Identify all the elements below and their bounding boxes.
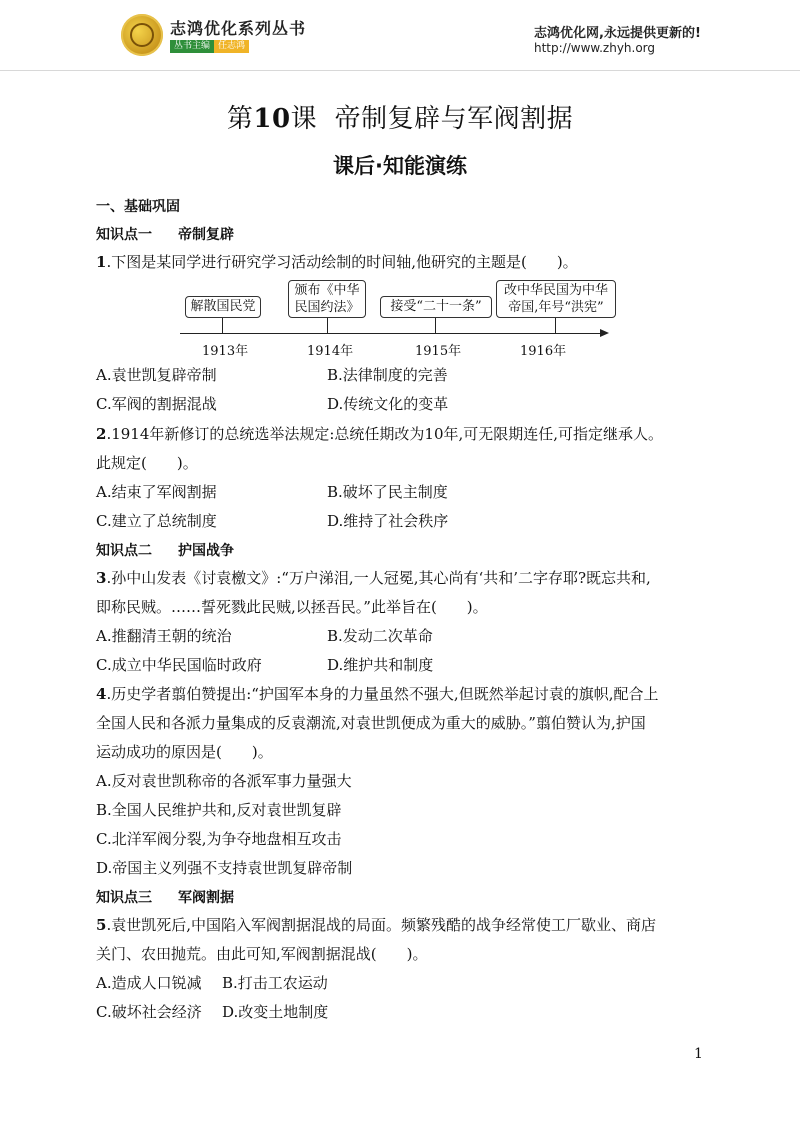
section-heading: 一、基础巩固 [96,199,180,215]
editor-badge-label: 丛书主编 [170,40,214,53]
editor-badge [170,40,249,53]
lesson-title [0,98,800,135]
question-text: .1914年新修订的总统选举法规定:总统任期改为10年,可无限期连任,可指定继承人。 [106,425,664,443]
timeline-event-box [185,296,261,318]
question-4-cont: 运动成功的原因是( )。 [96,743,273,761]
knowledge-point-2 [96,540,234,560]
timeline-event-box [288,280,366,318]
knowledge-point-label: 知识点一 [96,227,152,243]
timeline-year: 1913年 [202,344,249,359]
timeline-event-text: 接受“二十一条” [390,299,482,314]
timeline-tick [222,318,223,333]
knowledge-point-label: 知识点三 [96,890,152,906]
timeline-event-text: 解散国民党 [190,299,256,314]
knowledge-point-3 [96,887,234,907]
knowledge-point-label: 知识点二 [96,543,152,559]
option-d: D.维护共和制度 [327,656,434,674]
knowledge-point-name: 军阀割据 [178,890,234,906]
option-a: A.反对袁世凯称帝的各派军事力量强大 [96,772,352,790]
lesson-title-text: 课 帝制复辟与军阀割据 [290,104,574,134]
option-c: C.成立中华民国临时政府 [96,656,262,674]
page-number: 1 [694,1046,703,1062]
timeline-event-box [380,296,492,318]
site-slogan: 志鸿优化网,永远提供更新的! [534,26,701,41]
question-3-cont: 即称民贼。……誓死戮此民贼,以拯吾民。”此举旨在( )。 [96,598,488,616]
question-number: 1 [96,253,107,271]
question-5 [96,914,656,935]
timeline-tick [435,318,436,333]
timeline-year: 1916年 [520,344,567,359]
option-d: D.帝国主义列强不支持袁世凯复辟帝制 [96,859,353,877]
question-4 [96,683,658,704]
timeline-event-text: 改中华民国为中华 [503,283,608,298]
question-5-cont: 关门、农田抛荒。由此可知,军阀割据混战( )。 [96,945,428,963]
option-b: B.法律制度的完善 [327,366,448,384]
timeline-arrow-icon [600,329,609,337]
question-1 [96,251,578,272]
editor-badge-name: 任志鸿 [214,40,249,53]
brand-title: 志鸿优化系列丛书 [170,19,307,38]
option-a: A.结束了军阀割据 [96,483,217,501]
timeline-event-text: 帝国,年号“洪宪” [508,300,604,315]
option-c: C.军阀的割据混战 [96,395,217,413]
option-c: C.破坏社会经济 [96,1003,202,1021]
lesson-title-prefix: 第 [226,104,254,134]
knowledge-point-1 [96,224,234,244]
question-text: .历史学者翦伯赞提出:“护国军本身的力量虽然不强大,但既然举起讨袁的旗帜,配合上 [106,685,659,703]
question-text: .孙中山发表《讨袁檄文》:“万户涕泪,一人冠冕,其心尚有‘共和’二字存耶?既忘共和, [106,569,651,587]
lesson-number: 10 [253,104,291,134]
timeline-event-box [496,280,616,318]
option-a: A.袁世凯复辟帝制 [96,366,217,384]
page-header [0,0,800,72]
timeline-axis [180,333,602,334]
option-b: B.发动二次革命 [327,627,433,645]
question-number: 3 [96,569,107,587]
knowledge-point-name: 护国战争 [178,543,234,559]
question-text: .下图是某同学进行研究学习活动绘制的时间轴,他研究的主题是( )。 [106,253,578,271]
header-divider [0,70,800,71]
option-d: D.维持了社会秩序 [327,512,449,530]
question-number: 4 [96,685,107,703]
question-2-cont: 此规定( )。 [96,454,198,472]
timeline-event-text: 颁布《中华 [294,283,360,298]
timeline-year: 1914年 [307,344,354,359]
section-subtitle: 课后·知能演练 [333,154,467,178]
timeline-year: 1915年 [415,344,462,359]
knowledge-point-name: 帝制复辟 [178,227,234,243]
timeline-event-text: 民国约法》 [294,300,360,315]
question-2 [96,423,663,444]
question-number: 2 [96,425,107,443]
option-b: B.全国人民维护共和,反对袁世凯复辟 [96,801,342,819]
timeline-tick [555,318,556,333]
option-c: C.建立了总统制度 [96,512,217,530]
site-url-link[interactable]: http://www.zhyh.org [534,41,656,55]
option-c: C.北洋军阀分裂,为争夺地盘相互攻击 [96,830,342,848]
question-text: .袁世凯死后,中国陷入军阀割据混战的局面。频繁残酷的战争经常使工厂歇业、商店 [106,916,656,934]
option-a: A.推翻清王朝的统治 [96,627,232,645]
timeline-figure [180,278,620,358]
option-b: B.打击工农运动 [222,974,328,992]
question-4-cont: 全国人民和各派力量集成的反袁潮流,对袁世凯便成为重大的威胁。”翦伯赞认为,护国 [96,714,646,732]
timeline-tick [327,318,328,333]
option-a: A.造成人口锐减 [96,974,202,992]
option-b: B.破坏了民主制度 [327,483,448,501]
option-d: D.传统文化的变革 [327,395,449,413]
brand-logo-icon [121,14,163,56]
question-3 [96,567,651,588]
option-d: D.改变土地制度 [222,1003,329,1021]
question-number: 5 [96,916,107,934]
